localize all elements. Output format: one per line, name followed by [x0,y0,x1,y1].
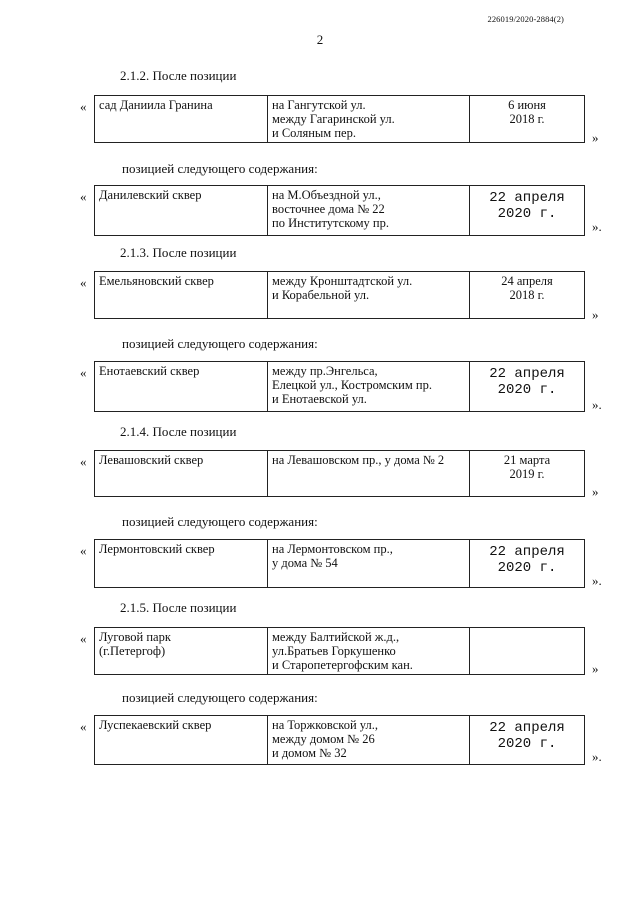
quote-close: » [592,661,599,676]
date-line: 22 апреля [489,366,565,382]
object-name-cell [95,451,268,497]
date-line: 21 марта [503,453,551,467]
object-name-cell [95,96,268,143]
date-line: 2018 г. [509,288,545,302]
location-line: между Гагаринской ул. [272,112,395,126]
object-name-cell [95,540,268,588]
existing-position-row [94,627,585,675]
date-line: 2020 г. [497,206,557,222]
location-cell [268,186,470,236]
object-name-line: (г.Петергоф) [99,644,166,658]
object-name-cell [95,186,268,236]
date-line: 22 апреля [489,720,565,736]
date-line: 22 апреля [489,190,565,206]
new-position-row [94,539,585,588]
quote-close: ». [592,749,602,764]
section-heading: 2.1.4. После позиции [120,424,237,439]
location-line: и Енотаевской ул. [272,392,367,406]
replacement-intro: позицией следующего содержания: [122,514,318,529]
replacement-intro: позицией следующего содержания: [122,690,318,705]
table-row [95,272,585,319]
date-line: 2019 г. [509,467,545,481]
existing-position-row [94,95,585,143]
date-cell [470,186,585,236]
quote-open: « [80,719,87,734]
object-name-line: Емельяновский сквер [99,274,214,288]
date-line: 2020 г. [497,382,557,398]
date-cell [470,628,585,675]
date-cell [470,451,585,497]
quote-open: « [80,365,87,380]
date-cell [470,362,585,412]
location-line: Елецкой ул., Костромским пр. [272,378,432,392]
object-name-line: Данилевский сквер [99,188,202,202]
location-line: ул.Братьев Горкушенко [272,644,396,658]
quote-open: « [80,543,87,558]
date-line: 24 апреля [501,274,553,288]
location-line: у дома № 54 [272,556,338,570]
quote-close: » [592,484,599,499]
date-cell [470,540,585,588]
location-line: и Соляным пер. [272,126,356,140]
location-cell [268,540,470,588]
quote-close: ». [592,397,602,412]
location-line: на Лермонтовском пр., [272,542,393,556]
table-row [95,451,585,497]
section-heading: 2.1.5. После позиции [120,600,237,615]
table-row [95,716,585,765]
date-line: 2018 г. [509,112,545,126]
quote-close: » [592,130,599,145]
quote-open: « [80,189,87,204]
new-position-row [94,185,585,236]
section-heading: 2.1.3. После позиции [120,245,237,260]
location-cell [268,716,470,765]
location-line: между Кронштадтской ул. [272,274,413,288]
location-cell [268,272,470,319]
quote-close: ». [592,573,602,588]
quote-open: « [80,275,87,290]
location-line: между Балтийской ж.д., [272,630,400,644]
location-line: между домом № 26 [272,732,375,746]
replacement-intro: позицией следующего содержания: [122,161,318,176]
date-line: 6 июня [508,98,546,112]
table-row [95,540,585,588]
object-name-line: Луговой парк [99,630,171,644]
table-row [95,628,585,675]
location-line: на Торжковской ул., [272,718,378,732]
quote-open: « [80,631,87,646]
location-line: на Гангутской ул. [272,98,366,112]
location-line: и домом № 32 [272,746,347,760]
quote-close: ». [592,219,602,234]
existing-position-row [94,450,585,497]
location-line: на Левашовском пр., у дома № 2 [272,453,445,467]
table-row [95,96,585,143]
document-number: 226019/2020-2884(2) [487,14,564,24]
object-name-cell [95,362,268,412]
location-line: по Институтскому пр. [272,216,389,230]
date-line: 2020 г. [497,736,557,752]
location-cell [268,96,470,143]
location-line: и Старопетергофским кан. [272,658,413,672]
location-line: между пр.Энгельса, [272,364,378,378]
date-cell [470,96,585,143]
object-name-line: Лермонтовский сквер [99,542,215,556]
date-line: 2020 г. [497,560,557,576]
location-line: восточнее дома № 22 [272,202,385,216]
date-line: 22 апреля [489,544,565,560]
object-name-cell [95,272,268,319]
page-number: 2 [316,32,324,47]
object-name-cell [95,716,268,765]
table-row [95,362,585,412]
table-row [95,186,585,236]
quote-open: « [80,454,87,469]
location-cell [268,451,470,497]
object-name-line: сад Даниила Гранина [99,98,213,112]
object-name-line: Левашовский сквер [99,453,204,467]
existing-position-row [94,271,585,319]
new-position-row [94,715,585,765]
object-name-line: Луспекаевский сквер [99,718,212,732]
location-cell [268,362,470,412]
date-cell [470,272,585,319]
quote-open: « [80,99,87,114]
replacement-intro: позицией следующего содержания: [122,336,318,351]
date-cell [470,716,585,765]
section-heading: 2.1.2. После позиции [120,68,237,83]
location-line: на М.Объездной ул., [272,188,381,202]
object-name-line: Енотаевский сквер [99,364,200,378]
location-line: и Корабельной ул. [272,288,370,302]
quote-close: » [592,307,599,322]
object-name-cell [95,628,268,675]
new-position-row [94,361,585,412]
location-cell [268,628,470,675]
